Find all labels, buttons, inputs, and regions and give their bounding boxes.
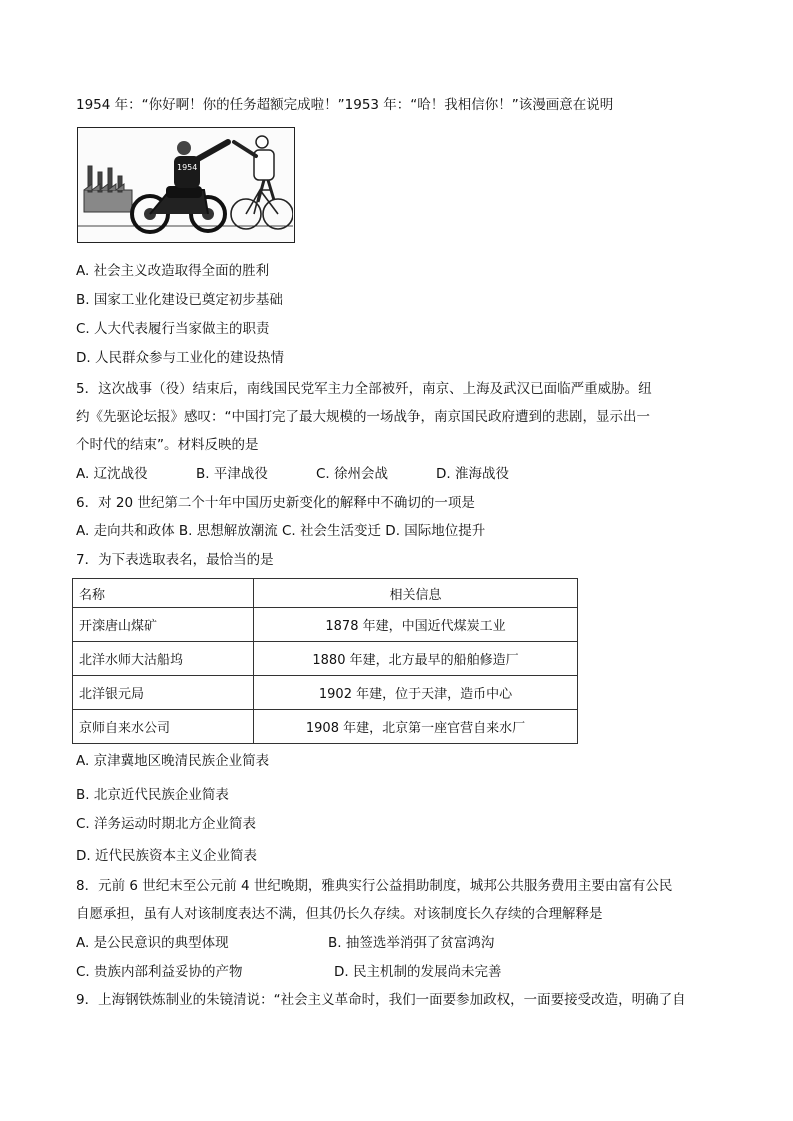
table-cell-info: 1880 年建，北方最早的船舶修造厂 — [254, 642, 578, 676]
q9-line-1: 9．上海钢铁炼制业的朱镜清说：“社会主义革命时，我们一面要参加政权，一面要接受改造，明确了自 — [76, 992, 686, 1008]
q6-options: A. 走向共和政体 B. 思想解放潮流 C. 社会生活变迁 D. 国际地位提升 — [76, 523, 486, 539]
q8-option-b: B. 抽签选举消弭了贫富鸿沟 — [328, 935, 495, 951]
motorcycle-illustration — [132, 186, 225, 232]
q5-line-3: 个时代的结束”。材料反映的是 — [76, 437, 259, 453]
table-cell-info: 1902 年建，位于天津，造币中心 — [254, 676, 578, 710]
q4-option-a: A. 社会主义改造取得全面的胜利 — [76, 263, 270, 279]
q5-option-c: C. 徐州会战 — [316, 466, 389, 482]
table-cell-name: 北洋水师大沽船坞 — [73, 642, 254, 676]
q4-option-d: D. 人民群众参与工业化的建设热情 — [76, 350, 284, 366]
q7-option-a: A. 京津冀地区晚清民族企业简表 — [76, 753, 270, 769]
cartoon-image — [77, 127, 295, 243]
q5-option-a: A. 辽沈战役 — [76, 466, 148, 482]
factory-illustration — [84, 166, 132, 212]
q8-options-row-2 — [76, 963, 501, 981]
q8-line-2: 自愿承担，虽有人对该制度表达不满，但其仍长久存续。对该制度长久存续的合理解释是 — [76, 906, 603, 922]
q5-option-d: D. 淮海战役 — [436, 466, 509, 482]
q4-option-b: B. 国家工业化建设已奠定初步基础 — [76, 292, 283, 308]
table-row — [73, 676, 578, 710]
cartoon-label-1954: 1954 — [177, 163, 198, 172]
q7-option-c: C. 洋务运动时期北方企业简表 — [76, 816, 257, 832]
q7-option-b: B. 北京近代民族企业简表 — [76, 787, 229, 803]
q4-option-c: C. 人大代表履行当家做主的职责 — [76, 321, 270, 337]
table-cell-info: 1878 年建，中国近代煤炭工业 — [254, 608, 578, 642]
table-header-row — [73, 579, 578, 608]
table-cell-name: 北洋银元局 — [73, 676, 254, 710]
table-header-info: 相关信息 — [254, 579, 578, 608]
q6-stem: 6．对 20 世纪第二个十年中国历史新变化的解释中不确切的一项是 — [76, 495, 475, 511]
table-cell-name: 开滦唐山煤矿 — [73, 608, 254, 642]
q8-option-a: A. 是公民意识的典型体现 — [76, 935, 229, 951]
table-row — [73, 608, 578, 642]
q5-line-2: 约《先驱论坛报》感叹：“中国打完了最大规模的一场战争，南京国民政府遭到的悲剧，显示出一 — [76, 409, 650, 425]
table-header-name: 名称 — [73, 579, 254, 608]
q8-line-1: 8．元前 6 世纪末至公元前 4 世纪晚期，雅典实行公益捐助制度，城邦公共服务费用主要由富有公民 — [76, 878, 673, 894]
q5-line-1: 5．这次战事（役）结束后，南线国民党军主力全部被歼，南京、上海及武汉已面临严重威胁。纽 — [76, 381, 652, 397]
q7-stem: 7．为下表选取表名，最恰当的是 — [76, 552, 274, 568]
q8-option-d: D. 民主机制的发展尚未完善 — [334, 964, 502, 980]
q5-options — [76, 465, 509, 483]
table-row — [73, 710, 578, 744]
table-cell-name: 京师自来水公司 — [73, 710, 254, 744]
q4-stem: 1954 年：“你好啊！你的任务超额完成啦！”1953 年：“哈！我相信你！”该漫画意在说明 — [76, 97, 614, 113]
q5-option-b: B. 平津战役 — [196, 466, 268, 482]
rider-1954-illustration — [174, 141, 228, 188]
q8-option-c: C. 贵族内部利益妥协的产物 — [76, 964, 243, 980]
table-cell-info: 1908 年建，北京第一座官营自来水厂 — [254, 710, 578, 744]
q8-options-row-1 — [76, 934, 494, 952]
q7-table — [72, 578, 578, 744]
rider-1953-illustration — [234, 136, 274, 202]
q7-option-d: D. 近代民族资本主义企业简表 — [76, 848, 257, 864]
table-row — [73, 642, 578, 676]
bicycle-illustration — [231, 190, 293, 229]
